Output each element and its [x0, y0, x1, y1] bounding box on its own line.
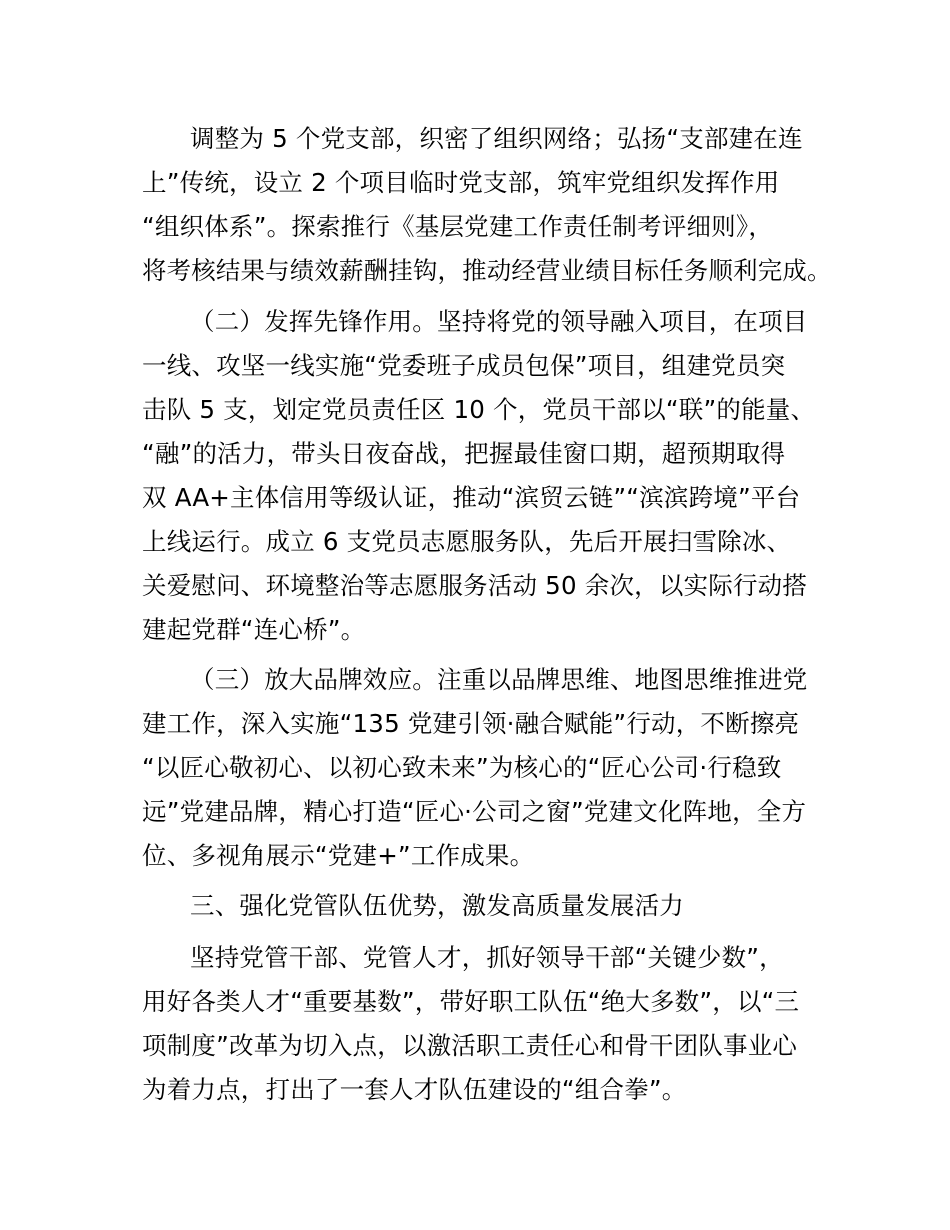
text-line: 将考核结果与绩效薪酬挂钩，推动经营业绩目标任务顺利完成。: [142, 256, 832, 285]
text-line: “组织体系”。探索推行《基层党建工作责任制考评细则》，: [142, 212, 774, 241]
text-line: 上”传统，设立 2 个项目临时党支部，筑牢党组织发挥作用: [142, 168, 780, 197]
text-line: 用好各类人才“重要基数”，带好职工队伍“绝大多数”，以“三: [142, 987, 800, 1016]
text-line: （二）发挥先锋作用。坚持将党的领导融入项目，在项目: [190, 307, 808, 336]
text-line: 双 AA+主体信用等级认证，推动“滨贸云链”“滨滨跨境”平台: [142, 483, 801, 512]
text-line: “以匠心敬初心、以初心致未来”为核心的“匠心公司·行稳致: [142, 753, 782, 782]
text-line: 调整为 5 个党支部，织密了组织网络；弘扬“支部建在连: [190, 124, 803, 153]
text-line: 远”党建品牌，精心打造“匠心·公司之窗”党建文化阵地，全方: [142, 797, 807, 826]
text-line: 项制度”改革为切入点，以激活职工责任心和骨干团队事业心: [142, 1031, 798, 1060]
text-line: 建工作，深入实施“135 党建引领·融合赋能”行动，不断擦亮: [142, 709, 800, 738]
text-line: 击队 5 支，划定党员责任区 10 个，党员干部以“联”的能量、: [142, 395, 816, 424]
text-line: 位、多视角展示“党建+”工作成果。: [142, 841, 535, 870]
text-line: 关爱慰问、环境整治等志愿服务活动 50 余次，以实际行动搭: [142, 571, 808, 600]
text-line: 一线、攻坚一线实施“党委班子成员包保”项目，组建党员突: [142, 351, 786, 380]
heading-line: 三、强化党管队伍优势，激发高质量发展活力: [190, 891, 684, 920]
text-line: （三）放大品牌效应。注重以品牌思维、地图思维推进党: [190, 665, 808, 694]
text-line: “融”的活力，带头日夜奋战，把握最佳窗口期，超预期取得: [142, 439, 786, 468]
text-line: 坚持党管干部、党管人才，抓好领导干部“关键少数”，: [190, 943, 784, 972]
text-line: 建起党群“连心桥”。: [142, 615, 366, 644]
text-line: 为着力点，打出了一套人才队伍建设的“组合拳”。: [142, 1075, 687, 1104]
text-line: 上线运行。成立 6 支党员志愿服务队，先后开展扫雪除冰、: [142, 527, 792, 556]
